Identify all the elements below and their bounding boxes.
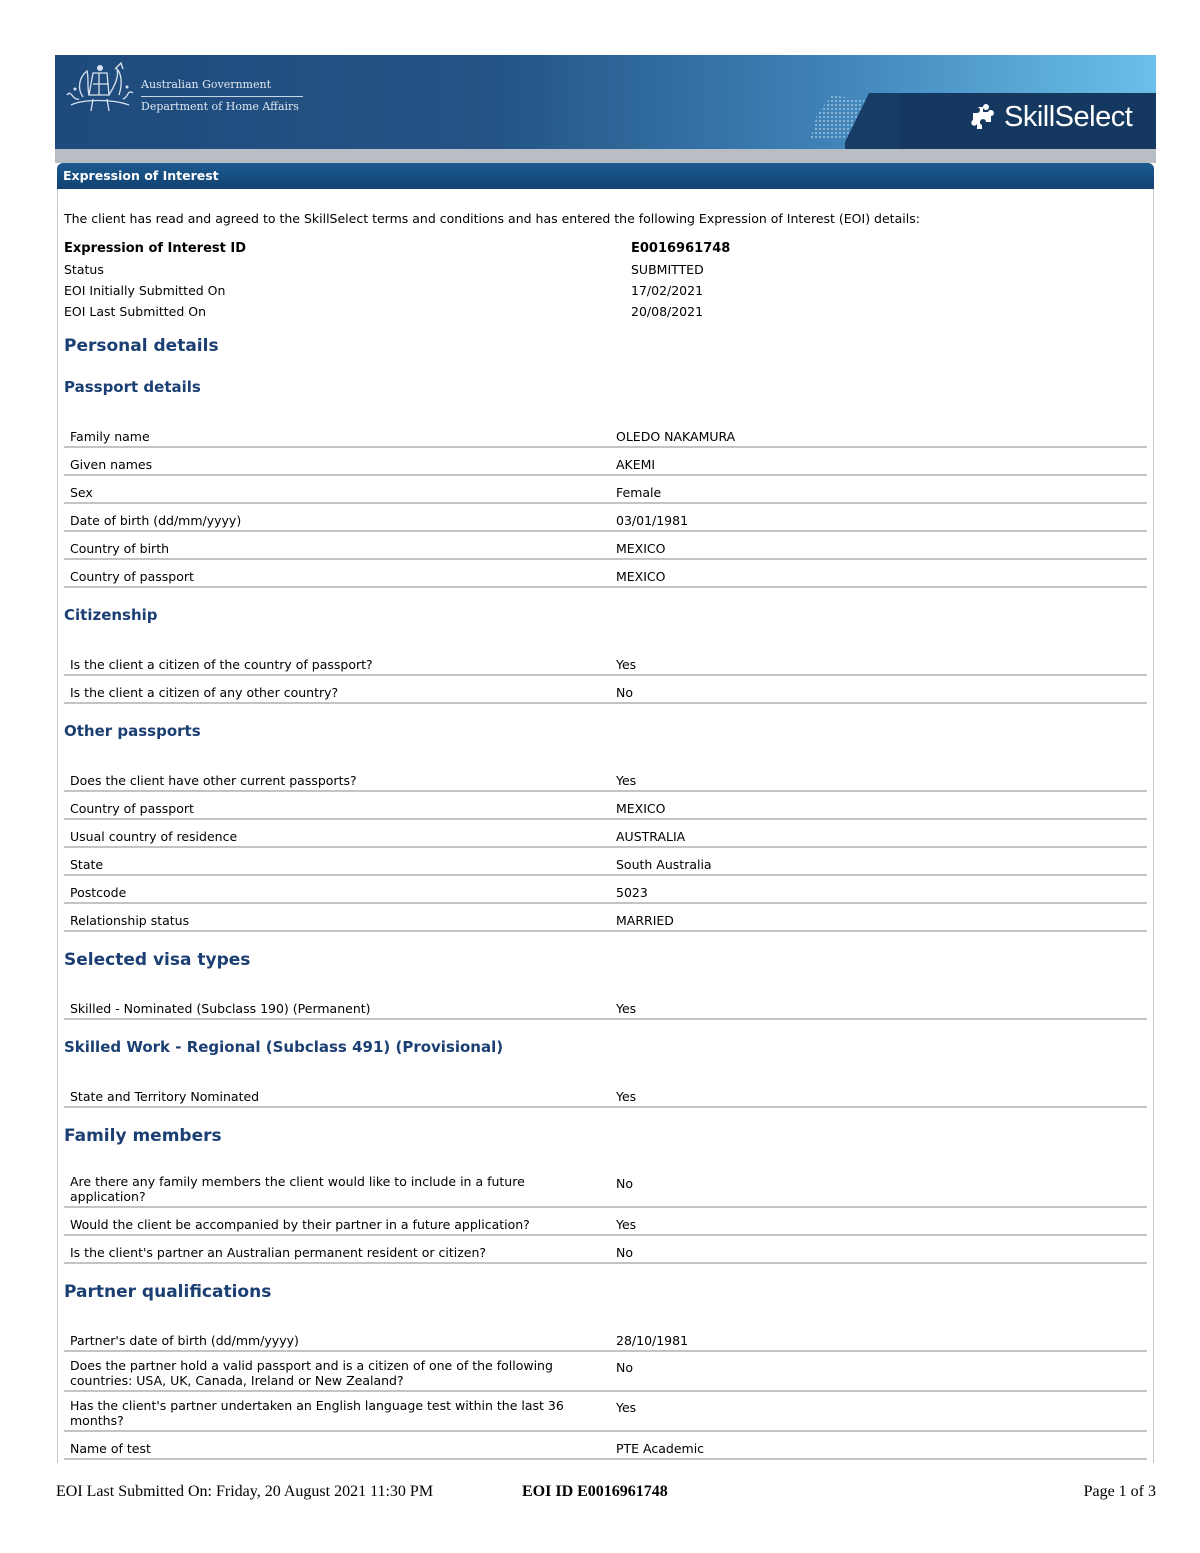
table-row (64, 1432, 1147, 1460)
row-label: Partner's date of birth (dd/mm/yyyy) (70, 1333, 299, 1348)
visa-types-table (64, 992, 1147, 1020)
row-value: No (616, 685, 633, 700)
row-value: Yes (616, 1400, 637, 1415)
row-label: Usual country of residence (70, 829, 238, 844)
row-label: Country of passport (70, 801, 194, 816)
status-value: SUBMITTED (631, 262, 704, 277)
row-label: Skilled - Nominated (Subclass 190) (Permanent) (70, 1001, 371, 1016)
table-row (64, 448, 1147, 476)
last-submitted-value: 20/08/2021 (631, 304, 704, 319)
row-value: MEXICO (616, 801, 666, 816)
table-row (64, 476, 1147, 504)
table-row (64, 764, 1147, 792)
row-label: Has the client's partner undertaken an English language test within the last 36 months? (70, 1398, 564, 1428)
banner-strip (55, 149, 1156, 163)
selected-visa-types-heading: Selected visa types (64, 950, 251, 970)
row-label: Country of passport (70, 569, 194, 584)
row-label: Name of test (70, 1441, 151, 1456)
row-label: Given names (70, 457, 153, 472)
row-value: Yes (616, 657, 637, 672)
eoi-id-value: E0016961748 (631, 241, 731, 256)
row-label: Postcode (70, 885, 127, 900)
passport-details-heading: Passport details (64, 378, 201, 396)
table-row (64, 1236, 1147, 1264)
row-value: Yes (616, 1089, 637, 1104)
row-label: Does the client have other current passports? (70, 773, 357, 788)
eoi-summary (64, 238, 1147, 322)
footer-page-number: Page 1 of 3 (1083, 1483, 1156, 1500)
row-label: Is the client a citizen of the country of passport? (70, 657, 373, 672)
other-passports-table (64, 764, 1147, 932)
family-members-heading: Family members (64, 1126, 222, 1146)
row-value: AUSTRALIA (616, 829, 686, 844)
row-value: AKEMI (616, 457, 656, 472)
partner-qualifications-heading: Partner qualifications (64, 1282, 272, 1302)
row-value: MARRIED (616, 913, 674, 928)
section-title-bar: Expression of Interest (57, 163, 1154, 189)
row-label: Sex (70, 485, 93, 500)
row-value: Yes (616, 773, 637, 788)
skillselect-puzzle-icon (968, 104, 996, 132)
regional-visa-table (64, 1080, 1147, 1108)
table-row (64, 1324, 1147, 1352)
row-value: Female (616, 485, 662, 500)
initial-submitted-value: 17/02/2021 (631, 283, 704, 298)
personal-details-heading: Personal details (64, 336, 219, 356)
row-value: PTE Academic (616, 1441, 705, 1456)
row-label: Family name (70, 429, 150, 444)
initial-submitted-label: EOI Initially Submitted On (64, 283, 226, 298)
header-banner (55, 55, 1156, 163)
department-name: Department of Home Affairs (141, 100, 299, 113)
intro-text: The client has read and agreed to the SkillSelect terms and conditions and has entered the following Expression of Interest (EOI) details: (64, 211, 920, 226)
last-submitted-label: EOI Last Submitted On (64, 304, 207, 319)
eoi-content (64, 204, 1147, 1478)
table-row (64, 992, 1147, 1020)
family-members-table (64, 1168, 1147, 1264)
table-row (64, 1392, 1147, 1432)
table-row (64, 1208, 1147, 1236)
row-value: Yes (616, 1001, 637, 1016)
regional-visa-heading: Skilled Work - Regional (Subclass 491) (Provisional) (64, 1038, 504, 1056)
row-value: Yes (616, 1217, 637, 1232)
row-value: OLEDO NAKAMURA (616, 429, 736, 444)
partner-qualifications-table (64, 1324, 1147, 1460)
table-row (64, 504, 1147, 532)
table-row (64, 904, 1147, 932)
table-row (64, 532, 1147, 560)
table-row (64, 560, 1147, 588)
citizenship-heading: Citizenship (64, 606, 158, 624)
table-row (64, 1168, 1147, 1208)
row-value: No (616, 1245, 633, 1260)
government-name: Australian Government (141, 75, 303, 97)
row-value: No (616, 1176, 633, 1191)
row-value: South Australia (616, 857, 712, 872)
row-value: 28/10/1981 (616, 1333, 689, 1348)
row-value: 5023 (616, 885, 648, 900)
row-value: No (616, 1360, 633, 1375)
row-label: Would the client be accompanied by their partner in a future application? (70, 1217, 530, 1232)
row-label: Does the partner hold a valid passport and is a citizen of one of the following countries: USA, UK, Canada, Ireland or New Zealand? (70, 1358, 553, 1388)
skillselect-logo (968, 101, 1132, 134)
row-value: 03/01/1981 (616, 513, 689, 528)
table-row (64, 676, 1147, 704)
row-label: Relationship status (70, 913, 190, 928)
row-value: MEXICO (616, 541, 666, 556)
status-label: Status (64, 262, 104, 277)
table-row (64, 648, 1147, 676)
citizenship-table (64, 648, 1147, 704)
row-label: Are there any family members the client would like to include in a future application? (70, 1174, 525, 1204)
brand-name: SkillSelect (1004, 101, 1133, 133)
table-row (64, 848, 1147, 876)
row-label: Date of birth (dd/mm/yyyy) (70, 513, 242, 528)
row-label: Is the client a citizen of any other country? (70, 685, 339, 700)
table-row (64, 820, 1147, 848)
row-label: State (70, 857, 104, 872)
table-row (64, 1080, 1147, 1108)
table-row (64, 420, 1147, 448)
table-row (64, 792, 1147, 820)
footer-eoi-id: EOI ID E0016961748 (522, 1483, 668, 1500)
coat-of-arms-icon (63, 59, 135, 117)
row-label: Country of birth (70, 541, 170, 556)
page-footer (56, 1480, 1156, 1504)
footer-last-submitted: EOI Last Submitted On: Friday, 20 August 2021 11:30 PM (56, 1483, 434, 1500)
government-wordmark (141, 75, 303, 117)
row-label: State and Territory Nominated (70, 1089, 260, 1104)
table-row (64, 876, 1147, 904)
row-label: Is the client's partner an Australian permanent resident or citizen? (70, 1245, 487, 1260)
other-passports-heading: Other passports (64, 722, 201, 740)
eoi-id-label: Expression of Interest ID (64, 241, 247, 256)
passport-details-table (64, 420, 1147, 588)
table-row (64, 1352, 1147, 1392)
row-value: MEXICO (616, 569, 666, 584)
